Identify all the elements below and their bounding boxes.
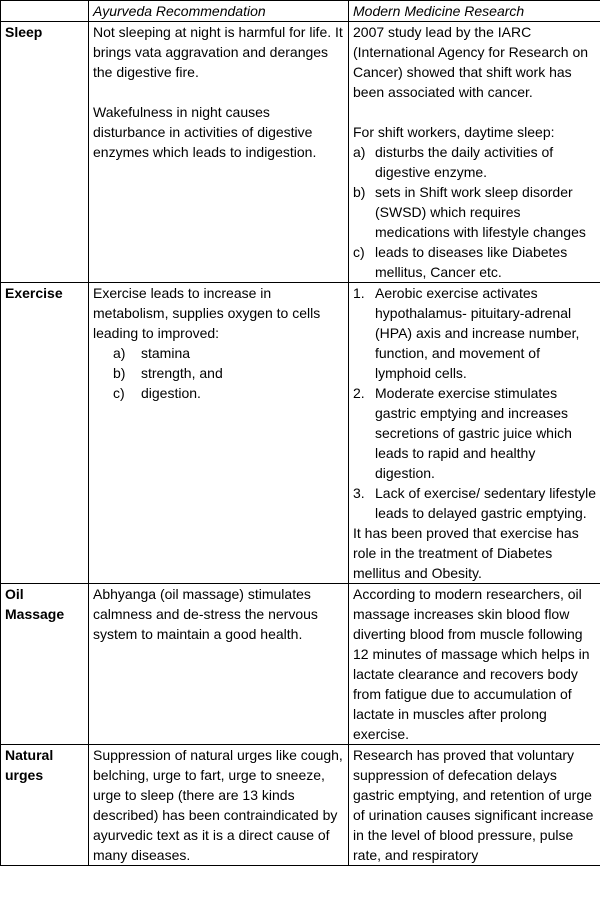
ayurveda-cell: Suppression of natural urges like cough, belching, urge to fart, urge to sneeze, urge to sleep (there are 13 kinds described) has been contraindicated by ayurvedic text as it is a direct cause of many diseases. [89,745,349,866]
list-item [113,363,345,383]
list-item [113,343,345,363]
table-row [1,22,600,283]
table-row [1,283,600,584]
paragraph: For shift workers, daytime sleep: [353,124,555,140]
list-text: digestion. [141,385,201,401]
header-row [1,1,600,22]
list-item [353,242,597,282]
list-marker: 1. [353,285,365,301]
list-marker: a) [353,144,366,160]
row-label: Sleep [1,22,89,283]
list [353,142,597,282]
list [353,283,597,523]
list-marker: b) [113,365,126,381]
list-text: Lack of exercise/ sedentary lifestyle leads to delayed gastric emptying. [375,485,596,521]
list-item [353,182,597,242]
list [113,343,345,403]
list-marker: c) [113,385,125,401]
list-marker: a) [113,345,126,361]
row-label: Oil Massage [1,584,89,745]
list-marker: 2. [353,385,365,401]
list-text: sets in Shift work sleep disorder (SWSD) which requires medications with lifestyle changes [375,184,586,240]
modern-cell [349,283,600,584]
list-text: Aerobic exercise activates hypothalamus- pituitary-adrenal (HPA) axis and increase number, function, and movement of lymphoid cells. [375,285,580,381]
paragraph: Exercise leads to increase in metabolism, supplies oxygen to cells leading to improved: [93,285,321,341]
header-cell-ayurveda: Ayurveda Recommendation [89,1,349,22]
list-text: disturbs the daily activities of digestive enzyme. [375,144,554,180]
list-marker: b) [353,184,366,200]
list-text: Moderate exercise stimulates gastric emptying and increases secretions of gastric juice which leads to rapid and healthy digestion. [375,385,572,481]
list-text: leads to diseases like Diabetes mellitus, Cancer etc. [375,244,568,280]
table-row [1,584,600,745]
list-text: strength, and [141,365,223,381]
list-item [353,483,597,523]
modern-cell [349,22,600,283]
modern-cell: Research has proved that voluntary suppression of defecation delays gastric emptying, and retention of urge of urination causes significant increase in the level of blood pressure, pulse rate, and respiratory [349,745,600,866]
paragraph: It has been proved that exercise has role in the treatment of Diabetes mellitus and Obesity. [353,525,579,581]
list-marker: c) [353,244,365,260]
ayurveda-cell [89,283,349,584]
paragraph: Not sleeping at night is harmful for life. It brings vata aggravation and deranges the digestive fire. [93,24,343,80]
list-item [113,383,345,403]
row-label: Exercise [1,283,89,584]
list-item [353,283,597,383]
ayurveda-cell [89,22,349,283]
table-row [1,745,600,866]
header-cell-modern: Modern Medicine Research [349,1,600,22]
row-label: Natural urges [1,745,89,866]
header-cell-label [1,1,89,22]
paragraph: Wakefulness in night causes disturbance in activities of digestive enzymes which leads to indigestion. [93,104,317,160]
ayurveda-cell: Abhyanga (oil massage) stimulates calmness and de-stress the nervous system to maintain a good health. [89,584,349,745]
list-item [353,383,597,483]
list-marker: 3. [353,485,365,501]
modern-cell: According to modern researchers, oil massage increases skin blood flow diverting blood from muscle following 12 minutes of massage which helps in lactate clearance and recovers body from fatigue due to accumulation of lactate in muscles after prolong exercise. [349,584,600,745]
list-item [353,142,597,182]
list-text: stamina [141,345,191,361]
paragraph: 2007 study lead by the IARC (International Agency for Research on Cancer) showed that shift work has been associated with cancer. [353,24,589,100]
